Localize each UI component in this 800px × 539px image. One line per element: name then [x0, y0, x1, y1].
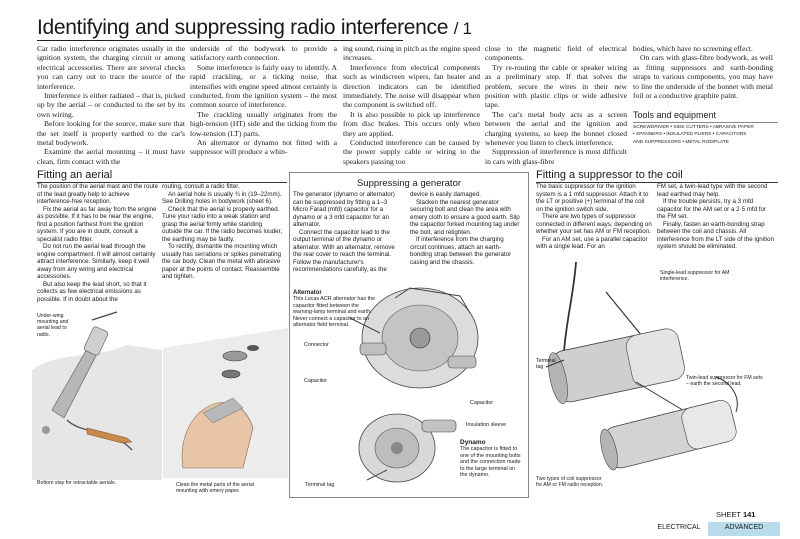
page-title-text: Identifying and suppressing radio interference	[37, 16, 449, 39]
tools-line: • SPANNERS • INSULATED PLIERS • CAPACITORS	[633, 132, 747, 138]
paragraph: The basic suppressor for the ignition system is a 1 mfd suppressor. Attach it to the LT or positive (+) terminal of the coil on the ignition switch side.	[536, 183, 649, 213]
alternator-text: This Lucas ACR alternator has the capacitor fitted between the warning-lamp terminal and earth. Never connect a capacitor to an alternator field terminal.	[293, 296, 376, 329]
aerial-heading: Fitting an aerial	[37, 169, 113, 181]
dynamo-title: Dynamo	[460, 439, 486, 446]
paragraph: routing, consult a radio fitter.	[162, 183, 240, 190]
paragraph: The position of the aerial mast and the route of the lead greatly help to achieve interference-free reception.	[37, 183, 159, 205]
label-single-lead: Single-lead suppressor for AM interference.	[660, 270, 730, 283]
paragraph: Slacken the nearest generator securing bolt and clean the area with emery cloth to ensure a good earth. Slip the capacitor forked mounting tag under the bolt, and retighten.	[410, 198, 520, 236]
page-title-part: / 1	[453, 19, 472, 38]
paragraph: Suppression of interference is most difficult in cars with glass-fibre	[485, 147, 627, 166]
alternator-note	[293, 290, 379, 328]
aerial-column-2	[162, 183, 283, 281]
paragraph: An aerial hole is usually ¾ in (19–22mm). See Drilling holes in bodywork (sheet 6).	[162, 190, 282, 205]
paragraph: If the trouble persists, try a 3 mfd capacitor for the AM set or a 2·5 mfd for the FM set.	[657, 198, 767, 220]
paragraph: The crackling usually originates from the high-tension (HT) side and the ticking from the low-tension (LT) parts.	[190, 109, 337, 138]
level-tab: ADVANCED	[708, 522, 780, 536]
label-terminal-tag-generator: Terminal tag	[305, 482, 335, 488]
caption-bottom-stay: Bottom stay for retractable aerials.	[37, 480, 116, 486]
aerial-cleaning-illustration	[163, 318, 288, 478]
paragraph: Interference is either radiated – that is, picked up by the aerial – or conducted to the set by its own wiring.	[37, 91, 185, 119]
paragraph: Car radio interference originates usually in the ignition system, the charging circuit or among electrical accessories. There are several checks you can carry out to trace the source of the interference.	[37, 44, 185, 91]
intro-column-2	[190, 44, 337, 157]
tools-title: Tools and equipment	[633, 110, 717, 120]
paragraph: Examine the aerial mounting – it must have clean, firm contact with the	[37, 147, 185, 166]
aerial-column-1	[37, 183, 160, 303]
paragraph: close to the magnetic field of electrical components.	[485, 44, 627, 63]
label-capacitor-right: Capacitor	[470, 400, 494, 406]
paragraph: bodies, which have no screening effect.	[633, 44, 753, 53]
paragraph: Check that the aerial is properly earthed. Tune your radio into a weak station and grasp the aerial firmly while standing outside the car. If the radio becomes louder, the earthing may be faulty.	[162, 205, 283, 243]
paragraph: Conducted interference can be caused by the power supply cable or wiring to the speakers passing too	[343, 138, 480, 166]
caption-clean-metal: Clean the metal parts of the aerial mounting with emery paper.	[176, 482, 254, 495]
paragraph: Some interference is fairly easy to identify. A rapid crackling, or a ticking noise, that intensifies with engine speed almost certainly is conducted, from the ignition system – the most common source of interference.	[190, 62, 337, 110]
intro-column-5	[633, 44, 773, 100]
category-tab: ELECTRICAL	[650, 522, 708, 536]
paragraph: To rectify, dismantle the mounting which usually has serrations or spikes penetrating the car body. Clean the metal with abrasive paper at the points of contact. Reassemble and tighten.	[162, 243, 282, 280]
generator-column-2	[410, 191, 520, 266]
dynamo-illustration	[352, 400, 467, 488]
paragraph: ing sound, rising in pitch as the engine speed increases.	[343, 44, 480, 63]
paragraph: underside of the bodywork to provide a satisfactory earth connection.	[190, 44, 337, 63]
label-insulation-sleeve: Insulation sleeve	[466, 422, 507, 428]
generator-column-1	[293, 191, 403, 274]
paragraph: Do not run the aerial lead through the engine compartment. It will almost certainly attract interference. Similarly, keep it well away from any wiring and electrical accessories.	[37, 243, 156, 280]
dynamo-text: The capacitor is fitted to one of the mounting bolts and the connection made to the large terminal on the dynamo.	[460, 446, 521, 479]
intro-column-3	[343, 44, 480, 166]
paragraph: Connect the capacitor lead to the output terminal of the dynamo or alternator. With an alternator, remove the rear cover to reach the terminal. Follow the manufacturer's recommendations carefully, as the	[293, 228, 395, 273]
intro-column-1	[37, 44, 185, 166]
coil-column-2	[657, 183, 775, 251]
paragraph: FM set, a twin-lead type with the second lead earthed may help.	[657, 183, 768, 198]
title-rule	[37, 40, 403, 41]
sheet-label: SHEET	[716, 510, 741, 519]
paragraph: The generator (dynamo or alternator) can be suppressed by fitting a 1–3 Micro Farad (mfd) capacitor for a dynamo or a 3 mfd capacitor for an alternator.	[293, 191, 395, 228]
label-underwing: Under-wing mounting and aerial lead to radio.	[37, 313, 69, 338]
paragraph: Interference from electrical components such as windscreen wipers, fan heater and direction indicators can be identified immediately. The noise will disappear when the component is switched off.	[343, 62, 480, 110]
label-connector: Connector	[304, 342, 329, 348]
label-terminal-tag-coil: Terminal tag	[536, 358, 556, 371]
paragraph: device is easily damaged.	[410, 191, 481, 198]
coil-heading: Fitting a suppressor to the coil	[536, 169, 683, 181]
sheet-number-value: 141	[742, 510, 756, 519]
intro-column-4	[485, 44, 627, 166]
coil-suppressor-illustration	[536, 262, 778, 477]
tools-rule	[633, 122, 778, 123]
dynamo-note	[460, 440, 524, 478]
paragraph: There are two types of suppressor connected in different ways, depending on whether your set has AM or FM reception.	[536, 213, 652, 235]
label-capacitor-left: Capacitor	[304, 378, 328, 384]
paragraph: On cars with glass-fibre bodywork, as well as fitting suppressors and earth-bonding straps to various components, you may have to line the underside of the bonnet with metal foil or a conductive graphite paint.	[633, 53, 773, 101]
paragraph: An alternator or dynamo not fitted with a suppressor will produce a whin-	[190, 138, 337, 157]
paragraph: It is also possible to pick up interference from disc brakes. This occurs only when they are applied.	[343, 109, 480, 138]
tools-line: SCREWDRIVER • SIDE CUTTERS • ABRASIVE PAPER	[633, 125, 754, 130]
generator-heading: Suppressing a generator	[356, 178, 462, 189]
tools-line: AND SUPPRESSORS • METAL ROD/PLATE	[633, 139, 729, 145]
sheet-number	[716, 510, 755, 519]
paragraph: The car's metal body acts as a screen between the aerial and the ignition and charging systems, so keep the bonnet closed whenever you listen to check interference.	[485, 109, 627, 148]
paragraph: Fix the aerial as far away from the engine as possible. If it has to be near the engine, find a position farthest from the ignition system. If you are in doubt, consult a specialist radio fitter.	[37, 205, 157, 243]
page-title	[37, 16, 472, 40]
paragraph: For an AM set, use a parallel capacitor with a single lead. For an	[536, 235, 648, 250]
paragraph: Try re-routing the cable or speaker wiring as a preliminary step. If that solves the problem, secure the wires in their new position with plastic clips or wide adhesive tape.	[485, 62, 627, 110]
alternator-title: Alternator	[293, 290, 322, 296]
caption-coil-types: Two types of coil suppressor for AM or FM radio reception.	[536, 476, 604, 489]
paragraph: Finally, fasten an earth-bonding strap between the coil and chassis. All interference from the LT side of the ignition system should be eliminated.	[657, 220, 775, 250]
paragraph: If interference from the charging circuit continues, attach an earth-bonding strap between the generator casing and the chassis.	[410, 236, 512, 266]
tools-list	[633, 124, 783, 146]
paragraph: Before looking for the source, make sure that the set itself is properly earthed to the car's metal bodywork.	[37, 119, 185, 148]
label-twin-lead: Twin-lead suppressor for FM sets – earth the second lead.	[686, 375, 763, 388]
coil-column-1	[536, 183, 652, 251]
paragraph: But also keep the lead short, so that it collects as few electrical emissions as possible. If in doubt about the	[37, 280, 147, 303]
